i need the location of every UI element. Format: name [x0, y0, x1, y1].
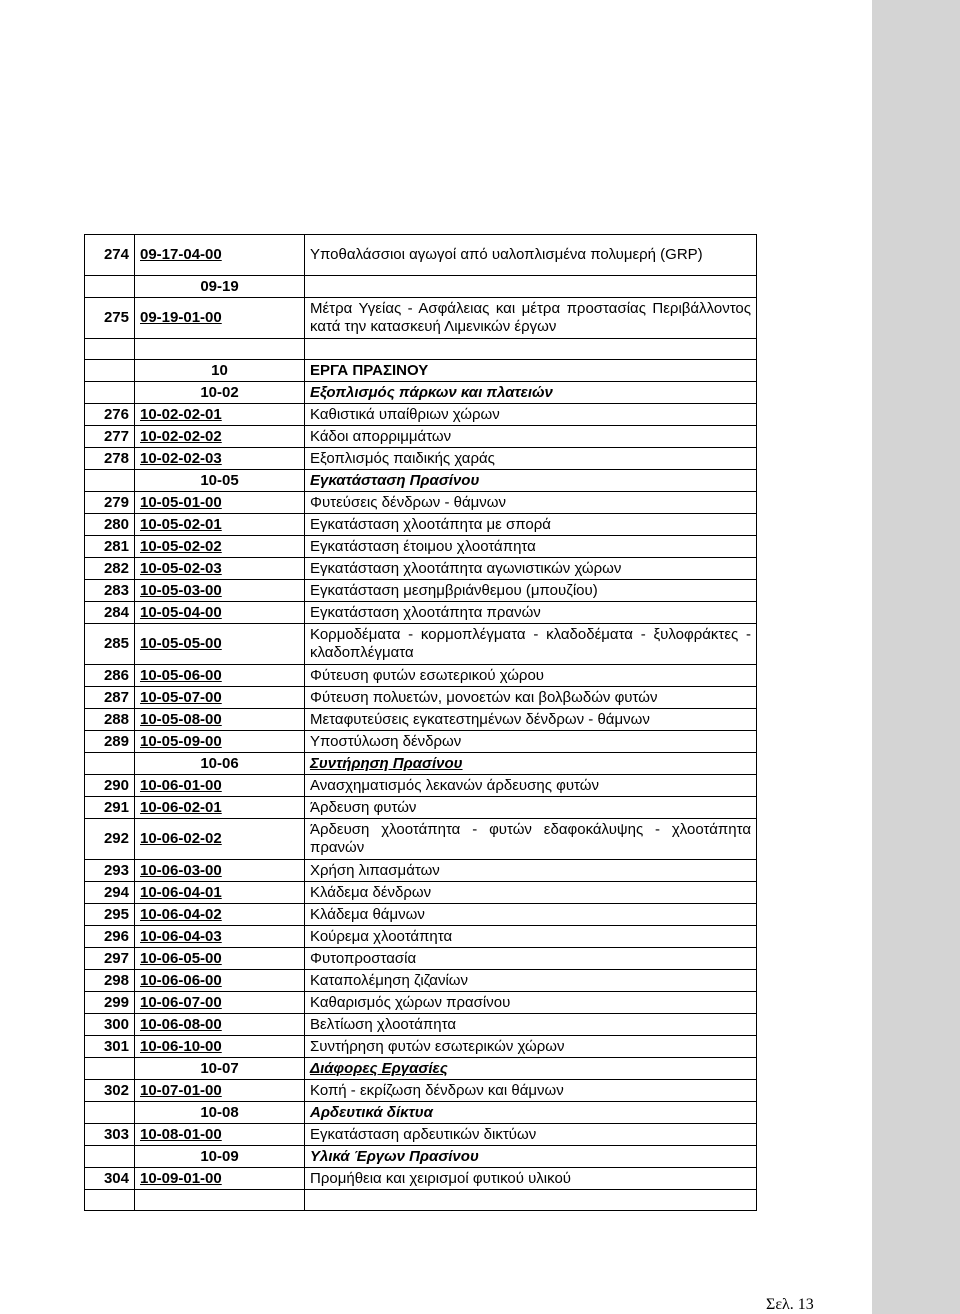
table-row	[85, 536, 757, 558]
article-code: 10-06-04-01	[140, 883, 222, 901]
row-number: 283	[85, 580, 135, 602]
article-description: Εγκατάσταση μεσημβριάνθεμου (μπουζίου)	[305, 580, 757, 602]
article-code: 10-06-05-00	[140, 949, 222, 967]
row-number: 287	[85, 687, 135, 709]
article-code: 10-05-09-00	[140, 732, 222, 750]
table-row	[85, 1102, 757, 1124]
table-row	[85, 580, 757, 602]
table-row	[85, 404, 757, 426]
article-code	[135, 339, 305, 360]
table-row	[85, 514, 757, 536]
row-number: 301	[85, 1036, 135, 1058]
table-row	[85, 360, 757, 382]
table-row	[85, 602, 757, 624]
article-description: Καθιστικά υπαίθριων χώρων	[305, 404, 757, 426]
row-number: 277	[85, 426, 135, 448]
article-description: Υποστύλωση δένδρων	[305, 731, 757, 753]
article-code: 10-02-02-01	[140, 405, 222, 423]
table-row	[85, 926, 757, 948]
row-number: 285	[85, 624, 135, 665]
article-description: Εγκατάσταση χλοοτάπητα πρανών	[305, 602, 757, 624]
table-row	[85, 731, 757, 753]
group-code: 10	[135, 360, 305, 382]
row-number	[85, 753, 135, 775]
article-description: Υποθαλάσσιοι αγωγοί από υαλοπλισμένα πολυμερή (GRP)	[305, 235, 757, 276]
page-number: Σελ. 13	[766, 1296, 814, 1313]
row-number: 278	[85, 448, 135, 470]
row-number: 293	[85, 860, 135, 882]
table-row	[85, 426, 757, 448]
article-code: 10-06-07-00	[140, 993, 222, 1011]
row-number: 302	[85, 1080, 135, 1102]
table-row	[85, 904, 757, 926]
article-code: 10-05-02-02	[140, 537, 222, 555]
article-code: 10-06-02-02	[140, 830, 222, 847]
group-title: Συντήρηση Πρασίνου	[305, 753, 757, 775]
article-code: 10-06-06-00	[140, 971, 222, 989]
table-row	[85, 775, 757, 797]
table-row	[85, 492, 757, 514]
table-row	[85, 382, 757, 404]
article-description: Εγκατάσταση αρδευτικών δικτύων	[305, 1124, 757, 1146]
table-row-empty	[85, 1190, 757, 1211]
article-description: Φυτεύσεις δένδρων - θάμνων	[305, 492, 757, 514]
group-title: Εγκατάσταση Πρασίνου	[305, 470, 757, 492]
article-code: 10-08-01-00	[140, 1125, 222, 1143]
article-code: 10-05-05-00	[140, 635, 222, 652]
group-code: 10-07	[135, 1058, 305, 1080]
table-row	[85, 1168, 757, 1190]
article-code: 10-02-02-03	[140, 449, 222, 467]
article-description: Άρδευση χλοοτάπητα - φυτών εδαφοκάλυψης - χλοοτάπητα πρανών	[305, 819, 757, 860]
article-description: Εγκατάσταση χλοοτάπητα αγωνιστικών χώρων	[305, 558, 757, 580]
article-code: 10-05-02-03	[140, 559, 222, 577]
article-code: 09-19-01-00	[140, 309, 222, 326]
group-title: Εξοπλισμός πάρκων και πλατειών	[305, 382, 757, 404]
table-row	[85, 992, 757, 1014]
row-number: 299	[85, 992, 135, 1014]
article-description: Χρήση λιπασμάτων	[305, 860, 757, 882]
row-number: 275	[85, 298, 135, 339]
article-description: Φύτευση πολυετών, μονοετών και βολβωδών φυτών	[305, 687, 757, 709]
article-description: Εγκατάσταση έτοιμου χλοοτάπητα	[305, 536, 757, 558]
row-number: 286	[85, 665, 135, 687]
row-number: 276	[85, 404, 135, 426]
row-number: 295	[85, 904, 135, 926]
article-description: Φυτοπροστασία	[305, 948, 757, 970]
article-description: Συντήρηση φυτών εσωτερικών χώρων	[305, 1036, 757, 1058]
table-row	[85, 339, 757, 360]
table-row	[85, 1146, 757, 1168]
article-description: Προμήθεια και χειρισμοί φυτικού υλικού	[305, 1168, 757, 1190]
group-code: 10-08	[135, 1102, 305, 1124]
table-row	[85, 624, 757, 665]
table-row	[85, 1014, 757, 1036]
article-description: Ανασχηματισμός λεκανών άρδευσης φυτών	[305, 775, 757, 797]
table-row	[85, 882, 757, 904]
article-code: 10-06-08-00	[140, 1015, 222, 1033]
table-row	[85, 298, 757, 339]
article-description: Εγκατάσταση χλοοτάπητα με σπορά	[305, 514, 757, 536]
row-number: 289	[85, 731, 135, 753]
article-description	[305, 276, 757, 298]
article-code: 10-05-03-00	[140, 581, 222, 599]
article-description: Κλάδεμα δένδρων	[305, 882, 757, 904]
articles-table	[84, 234, 757, 1211]
table-row	[85, 1080, 757, 1102]
article-description: Μεταφυτεύσεις εγκατεστημένων δένδρων - θάμνων	[305, 709, 757, 731]
article-description: Άρδευση φυτών	[305, 797, 757, 819]
group-title: Διάφορες Εργασίες	[305, 1058, 757, 1080]
row-number	[85, 1102, 135, 1124]
table-row	[85, 1124, 757, 1146]
row-number: 284	[85, 602, 135, 624]
row-number: 304	[85, 1168, 135, 1190]
row-number	[85, 470, 135, 492]
article-description: Βελτίωση χλοοτάπητα	[305, 1014, 757, 1036]
article-code: 10-06-04-02	[140, 905, 222, 923]
article-code: 10-07-01-00	[140, 1081, 222, 1099]
article-code: 09-17-04-00	[140, 246, 222, 263]
group-code: 10-06	[135, 753, 305, 775]
article-description: Καταπολέμηση ζιζανίων	[305, 970, 757, 992]
group-code: 10-05	[135, 470, 305, 492]
article-description: Φύτευση φυτών εσωτερικού χώρου	[305, 665, 757, 687]
table-row	[85, 948, 757, 970]
row-number	[85, 276, 135, 298]
table-row	[85, 276, 757, 298]
article-code: 10-06-04-03	[140, 927, 222, 945]
group-code: 10-09	[135, 1146, 305, 1168]
article-code: 10-05-02-01	[140, 515, 222, 533]
table-row	[85, 665, 757, 687]
row-number: 279	[85, 492, 135, 514]
table-row	[85, 753, 757, 775]
table-row	[85, 1036, 757, 1058]
table-row	[85, 709, 757, 731]
row-number	[85, 1146, 135, 1168]
row-number: 274	[85, 235, 135, 276]
group-title: Αρδευτικά δίκτυα	[305, 1102, 757, 1124]
article-code: 10-05-06-00	[140, 666, 222, 684]
article-code: 10-06-03-00	[140, 861, 222, 879]
row-number: 292	[85, 819, 135, 860]
row-number	[85, 382, 135, 404]
article-description	[305, 339, 757, 360]
row-number: 290	[85, 775, 135, 797]
table-row	[85, 1058, 757, 1080]
article-code: 10-02-02-02	[140, 427, 222, 445]
table-row	[85, 687, 757, 709]
article-description: Κλάδεμα θάμνων	[305, 904, 757, 926]
article-code: 10-06-10-00	[140, 1037, 222, 1055]
table-row	[85, 797, 757, 819]
category-title: ΕΡΓΑ ΠΡΑΣΙΝΟΥ	[305, 360, 757, 382]
article-code: 10-06-02-01	[140, 798, 222, 816]
row-number	[85, 360, 135, 382]
row-number: 280	[85, 514, 135, 536]
table-row	[85, 235, 757, 276]
article-code: 10-05-08-00	[140, 710, 222, 728]
table-row	[85, 819, 757, 860]
row-number: 297	[85, 948, 135, 970]
row-number: 298	[85, 970, 135, 992]
row-number: 288	[85, 709, 135, 731]
article-description: Εξοπλισμός παιδικής χαράς	[305, 448, 757, 470]
table-row	[85, 558, 757, 580]
article-code: 10-05-07-00	[140, 688, 222, 706]
row-number	[85, 1058, 135, 1080]
group-title: Υλικά Έργων Πρασίνου	[305, 1146, 757, 1168]
table-row	[85, 448, 757, 470]
group-code: 10-02	[135, 382, 305, 404]
article-code: 10-06-01-00	[140, 776, 222, 794]
article-description: Κορμοδέματα - κορμοπλέγματα - κλαδοδέματα - ξυλοφράκτες - κλαδοπλέγματα	[305, 624, 757, 665]
group-code: 09-19	[135, 276, 305, 298]
side-strip	[872, 0, 960, 1314]
row-number	[85, 339, 135, 360]
article-code: 10-05-04-00	[140, 603, 222, 621]
table-row	[85, 470, 757, 492]
row-number: 303	[85, 1124, 135, 1146]
row-number: 281	[85, 536, 135, 558]
article-description: Κοπή - εκρίζωση δένδρων και θάμνων	[305, 1080, 757, 1102]
table-row	[85, 860, 757, 882]
article-code: 10-05-01-00	[140, 493, 222, 511]
row-number: 300	[85, 1014, 135, 1036]
article-code: 10-09-01-00	[140, 1169, 222, 1187]
row-number: 296	[85, 926, 135, 948]
row-number: 294	[85, 882, 135, 904]
article-description: Μέτρα Υγείας - Ασφάλειας και μέτρα προστασίας Περιβάλλοντος κατά την κατασκευή Λιμενικών έργων	[305, 298, 757, 339]
article-description: Κούρεμα χλοοτάπητα	[305, 926, 757, 948]
article-description: Κάδοι απορριμμάτων	[305, 426, 757, 448]
table-row	[85, 970, 757, 992]
row-number: 282	[85, 558, 135, 580]
article-description: Καθαρισμός χώρων πρασίνου	[305, 992, 757, 1014]
row-number: 291	[85, 797, 135, 819]
